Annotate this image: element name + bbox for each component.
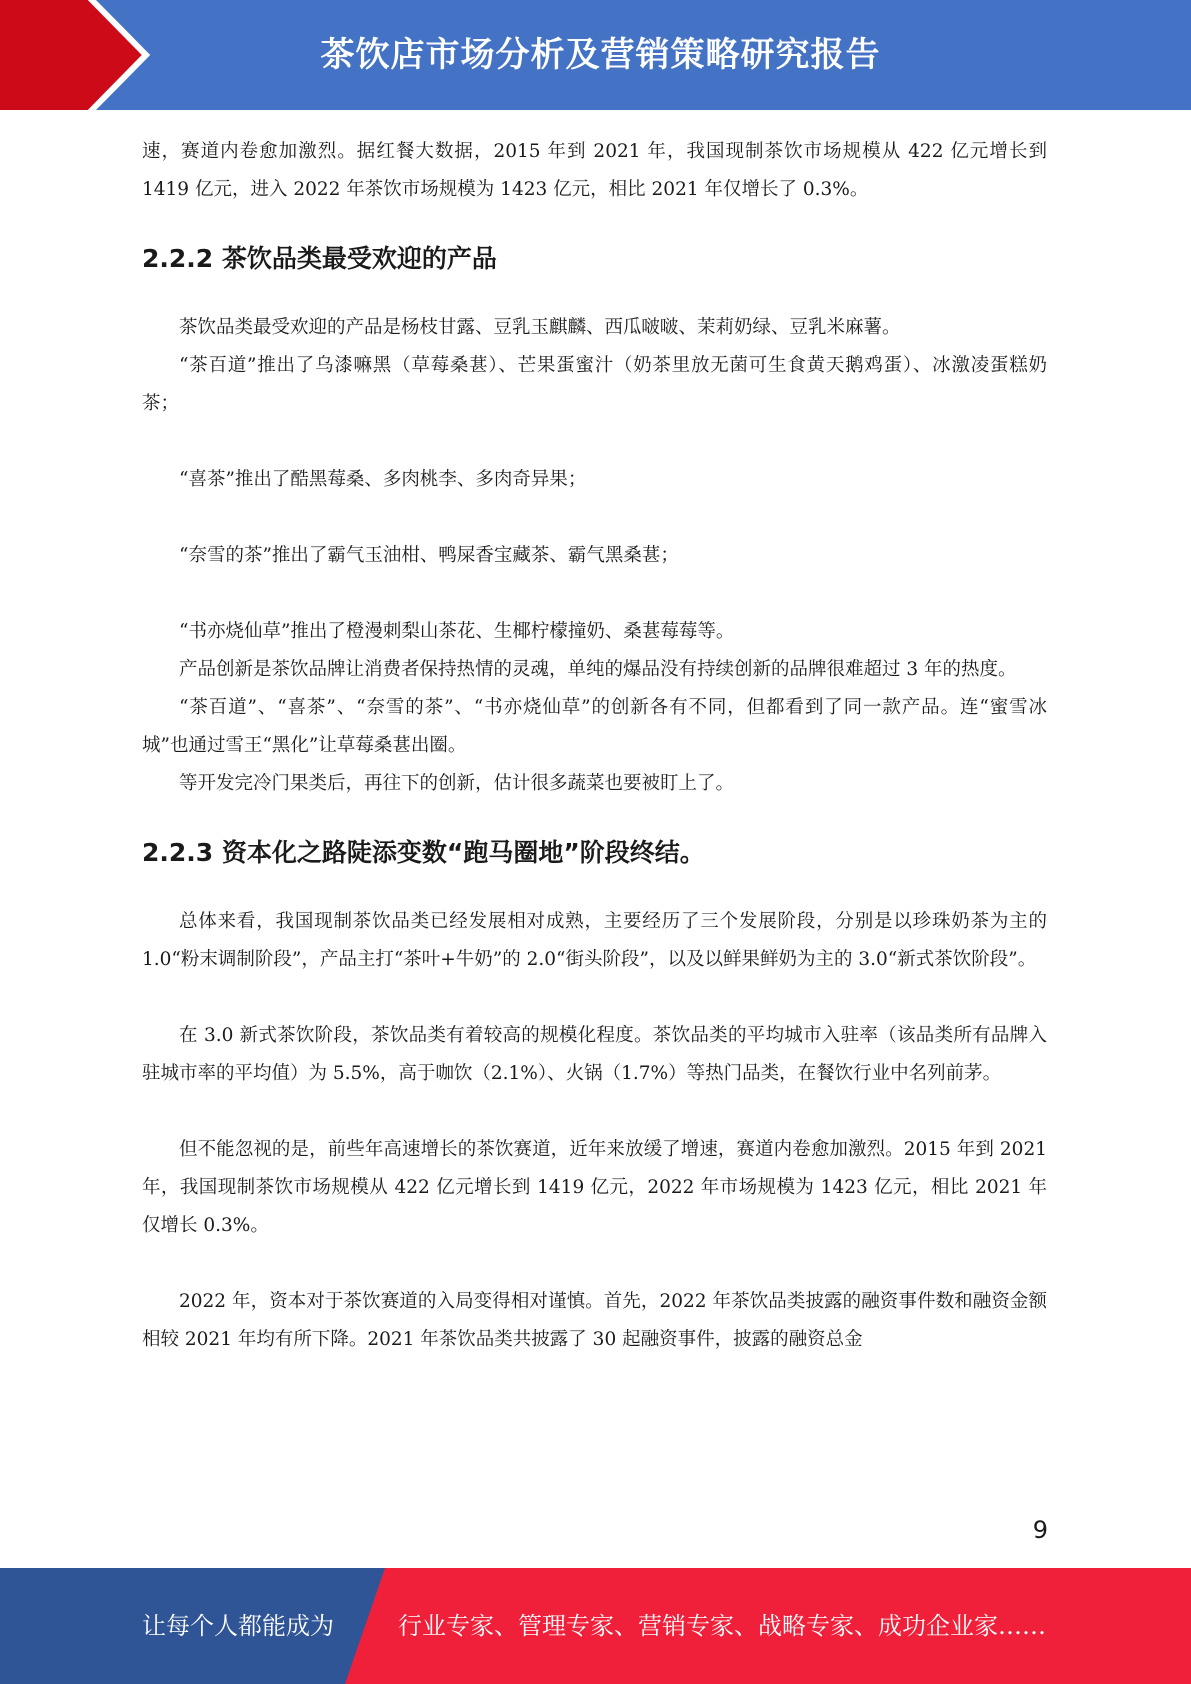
development-stages-paragraph: 总体来看，我国现制茶饮品类已经发展相对成熟，主要经历了三个发展阶段，分别是以珍珠奶茶为主的 1.0“粉末调制阶段”，产品主打“茶叶+牛奶”的 2.0“街头阶段”，以及以鲜果鲜奶为主的 3.0“新式茶饮阶段”。 <box>142 911 1047 970</box>
report-title: 茶饮店市场分析及营销策略研究报告 <box>320 35 881 75</box>
nayuki-paragraph: “奈雪的茶”推出了霸气玉油柑、鸭屎香宝藏茶、霸气黑桑葚； <box>179 545 679 566</box>
footer-slogan-right: 行业专家、管理专家、营销专家、战略专家、成功企业家…… <box>398 1612 1046 1640</box>
page-footer <box>0 1568 1191 1684</box>
header-chevron-decoration <box>0 0 160 110</box>
slowdown-paragraph: 但不能忽视的是，前些年高速增长的茶饮赛道，近年来放缓了增速，赛道内卷愈加激烈。2015 年到 2021 年，我国现制茶饮市场规模从 422 亿元增长到 1419 亿元，2022 年市场规模为 1423 亿元，相比 2021 年仅增长 0.3%。 <box>142 1139 1047 1236</box>
page-header <box>0 0 1191 110</box>
heytea-paragraph: “喜茶”推出了酷黑莓桑、多肉桃李、多肉奇异果； <box>179 469 587 490</box>
scale-paragraph: 在 3.0 新式茶饮阶段，茶饮品类有着较高的规模化程度。茶饮品类的平均城市入驻率（该品类所有品牌入驻城市率的平均值）为 5.5%，高于咖饮（2.1%）、火锅（1.7%）等热门品类，在餐饮行业中名列前茅。 <box>142 1025 1047 1084</box>
vegetables-paragraph: 等开发完冷门果类后，再往下的创新，估计很多蔬菜也要被盯上了。 <box>179 773 735 794</box>
popular-products-paragraph: 茶饮品类最受欢迎的产品是杨枝甘露、豆乳玉麒麟、西瓜啵啵、茉莉奶绿、豆乳米麻薯。 <box>179 317 901 338</box>
chabaidao-paragraph: “茶百道”推出了乌漆嘛黑（草莓桑葚）、芒果蛋蜜汁（奶茶里放无菌可生食黄天鹅鸡蛋）、冰激凌蛋糕奶茶； <box>142 355 1047 414</box>
section-heading-2-2-2: 2.2.2 茶饮品类最受欢迎的产品 <box>142 244 497 273</box>
page-number: 9 <box>1032 1516 1048 1544</box>
intro-paragraph: 速，赛道内卷愈加激烈。据红餐大数据，2015 年到 2021 年，我国现制茶饮市场规模从 422 亿元增长到 1419 亿元，进入 2022 年茶饮市场规模为 1423 亿元，相比 2021 年仅增长了 0.3%。 <box>142 141 1047 200</box>
section-heading-2-2-3: 2.2.3 资本化之路陡添变数“跑马圈地”阶段终结。 <box>142 838 705 867</box>
capital-paragraph: 2022 年，资本对于茶饮赛道的入局变得相对谨慎。首先，2022 年茶饮品类披露的融资事件数和融资金额相较 2021 年均有所下降。2021 年茶饮品类共披露了 30 起融资事件，披露的融资总金 <box>142 1291 1047 1350</box>
footer-slogan-left: 让每个人都能成为 <box>142 1612 334 1640</box>
document-body <box>142 133 1047 1359</box>
shuyi-paragraph: “书亦烧仙草”推出了橙漫刺梨山茶花、生椰柠檬撞奶、桑葚莓莓等。 <box>179 621 735 642</box>
same-product-paragraph: “茶百道”、“喜茶”、“奈雪的茶”、“书亦烧仙草”的创新各有不同，但都看到了同一款产品。连“蜜雪冰城”也通过雪王“黑化”让草莓桑葚出圈。 <box>142 697 1047 756</box>
innovation-paragraph: 产品创新是茶饮品牌让消费者保持热情的灵魂，单纯的爆品没有持续创新的品牌很难超过 3 年的热度。 <box>179 659 1017 680</box>
